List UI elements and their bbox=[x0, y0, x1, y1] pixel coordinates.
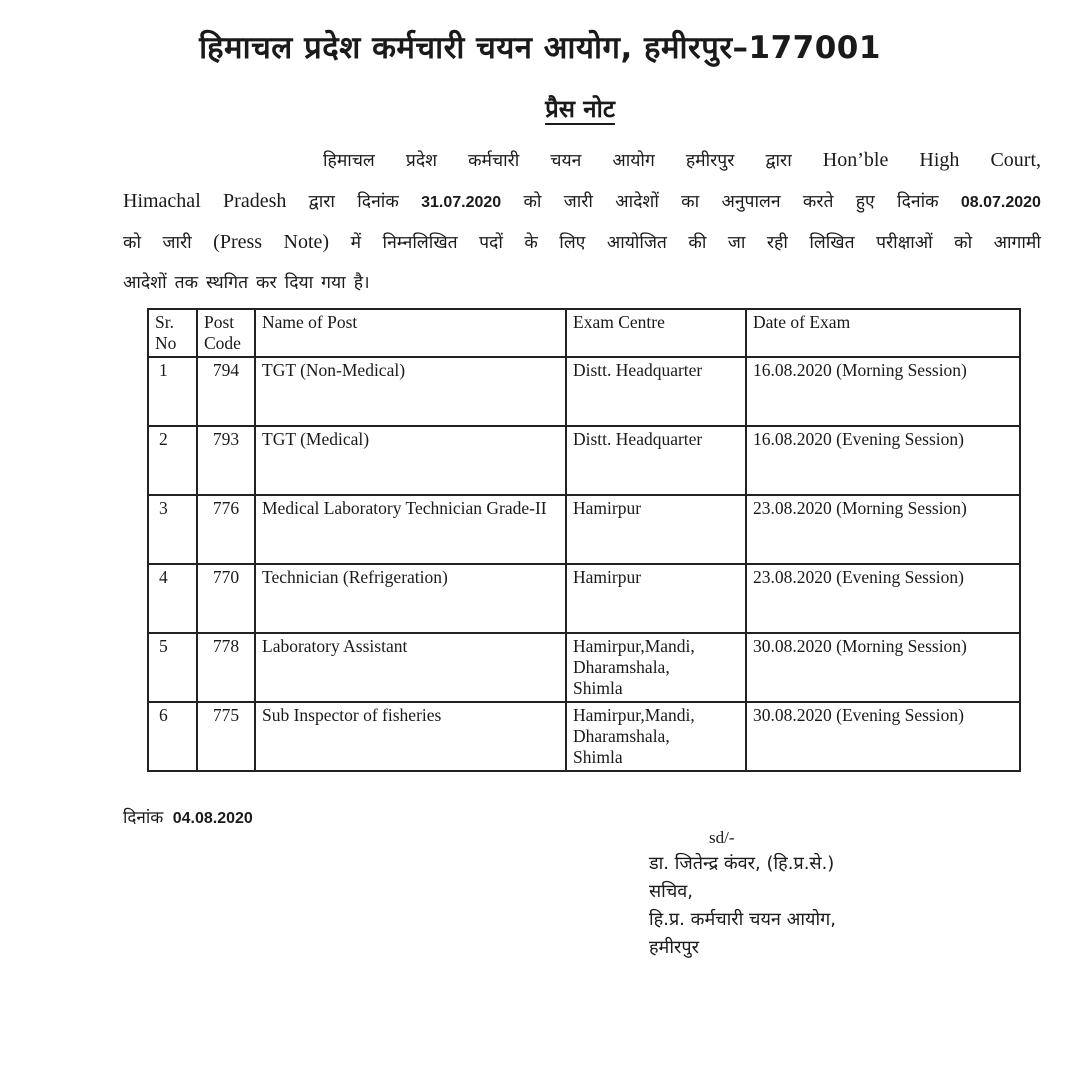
cell-name-of-post: TGT (Medical) bbox=[255, 426, 566, 495]
cell-exam-centre bbox=[566, 633, 746, 702]
cell-name-of-post: Technician (Refrigeration) bbox=[255, 564, 566, 633]
exam-centre-line: Hamirpur bbox=[573, 567, 642, 587]
issue-date bbox=[123, 805, 253, 828]
header-date-of-exam: Date of Exam bbox=[746, 309, 1020, 357]
cell-sr-no: 2 bbox=[148, 426, 197, 495]
paragraph-word: गया bbox=[321, 273, 346, 293]
paragraph-word: की bbox=[688, 233, 707, 253]
paragraph-word: आदेशों bbox=[123, 273, 167, 293]
paragraph-word: आगामी bbox=[993, 233, 1041, 253]
paragraph-word: चयन bbox=[550, 151, 582, 171]
paragraph-word: Hon’ble bbox=[822, 149, 889, 171]
cell-date-of-exam: 16.08.2020 (Morning Session) bbox=[746, 357, 1020, 426]
exam-centre-line: Hamirpur,Mandi, bbox=[573, 705, 695, 725]
body-paragraph-line-3 bbox=[123, 230, 1041, 254]
header-name-of-post: Name of Post bbox=[255, 309, 566, 357]
exam-centre-line: Distt. Headquarter bbox=[573, 360, 703, 380]
cell-exam-centre bbox=[566, 495, 746, 564]
cell-exam-centre bbox=[566, 357, 746, 426]
header-post-code: Post Code bbox=[197, 309, 255, 357]
paragraph-word: पदों bbox=[479, 233, 503, 253]
signatory-place: हमीरपुर bbox=[649, 937, 699, 958]
exam-schedule-table bbox=[147, 308, 1021, 772]
page-title: हिमाचल प्रदेश कर्मचारी चयन आयोग, हमीरपुर–177001 bbox=[199, 30, 881, 66]
header-sr-no: Sr. No bbox=[148, 309, 197, 357]
paragraph-word: Court, bbox=[990, 149, 1041, 171]
paragraph-word: स्थगित bbox=[206, 273, 249, 293]
paragraph-word: द्वारा bbox=[765, 151, 792, 171]
cell-date-of-exam: 16.08.2020 (Evening Session) bbox=[746, 426, 1020, 495]
table-row bbox=[148, 357, 1020, 426]
paragraph-word: रही bbox=[766, 233, 788, 253]
paragraph-word: निम्नलिखित bbox=[382, 233, 458, 253]
cell-post-code: 770 bbox=[197, 564, 255, 633]
signatory-name: डा. जितेन्द्र कंवर, (हि.प्र.से.) bbox=[649, 853, 835, 874]
paragraph-word: (Press bbox=[213, 231, 263, 253]
table-header-row bbox=[148, 309, 1020, 357]
cell-name-of-post: TGT (Non-Medical) bbox=[255, 357, 566, 426]
table-row bbox=[148, 702, 1020, 771]
signature-sd: sd/- bbox=[709, 828, 735, 847]
date-value: 04.08.2020 bbox=[172, 810, 253, 827]
paragraph-word: लिए bbox=[559, 233, 586, 253]
cell-sr-no: 4 bbox=[148, 564, 197, 633]
cell-name-of-post: Medical Laboratory Technician Grade-II bbox=[255, 495, 566, 564]
paragraph-word: परीक्षाओं bbox=[876, 233, 933, 253]
cell-sr-no: 1 bbox=[148, 357, 197, 426]
exam-centre-line: Shimla bbox=[573, 747, 623, 767]
signature-block bbox=[649, 826, 836, 962]
paragraph-word: 08.07.2020 bbox=[960, 194, 1041, 211]
paragraph-word: के bbox=[524, 233, 538, 253]
date-label: दिनांक bbox=[123, 808, 164, 828]
paragraph-word: हिमाचल bbox=[323, 151, 375, 171]
body-paragraph-line-4 bbox=[123, 270, 1041, 294]
cell-exam-centre bbox=[566, 564, 746, 633]
header-exam-centre: Exam Centre bbox=[566, 309, 746, 357]
paragraph-word: हमीरपुर bbox=[685, 151, 735, 171]
cell-post-code: 794 bbox=[197, 357, 255, 426]
paragraph-word: जा bbox=[727, 233, 746, 253]
paragraph-word: प्रदेश bbox=[405, 151, 438, 171]
paragraph-word: करते bbox=[802, 192, 834, 212]
paragraph-word: 31.07.2020 bbox=[421, 194, 502, 211]
paragraph-word: कर्मचारी bbox=[468, 151, 520, 171]
exam-centre-line: Dharamshala, bbox=[573, 726, 670, 746]
table-row bbox=[148, 633, 1020, 702]
press-note-heading bbox=[0, 92, 1080, 125]
paragraph-word: आदेशों bbox=[615, 192, 659, 212]
paragraph-word: अनुपालन bbox=[721, 192, 781, 212]
paragraph-word: कर bbox=[256, 273, 277, 293]
paragraph-word: आयोजित bbox=[606, 233, 667, 253]
signatory-designation: सचिव, bbox=[649, 881, 693, 902]
paragraph-word: Himachal bbox=[123, 190, 201, 212]
cell-exam-centre bbox=[566, 702, 746, 771]
cell-date-of-exam: 23.08.2020 (Morning Session) bbox=[746, 495, 1020, 564]
paragraph-word: दिया bbox=[284, 273, 314, 293]
paragraph-word: में bbox=[350, 233, 362, 253]
cell-name-of-post: Sub Inspector of fisheries bbox=[255, 702, 566, 771]
paragraph-word: तक bbox=[174, 273, 199, 293]
cell-post-code: 776 bbox=[197, 495, 255, 564]
paragraph-word: है। bbox=[353, 273, 370, 293]
cell-sr-no: 3 bbox=[148, 495, 197, 564]
signatory-office: हि.प्र. कर्मचारी चयन आयोग, bbox=[649, 909, 836, 930]
paragraph-word: हुए bbox=[855, 192, 875, 212]
paragraph-word: लिखित bbox=[809, 233, 855, 253]
paragraph-word: दिनांक bbox=[897, 192, 939, 212]
table-row bbox=[148, 564, 1020, 633]
paragraph-word: को bbox=[954, 233, 973, 253]
exam-centre-line: Shimla bbox=[573, 678, 623, 698]
exam-centre-line: Hamirpur bbox=[573, 498, 642, 518]
body-paragraph-line-1 bbox=[323, 148, 1041, 172]
paragraph-word: का bbox=[681, 192, 700, 212]
cell-post-code: 778 bbox=[197, 633, 255, 702]
paragraph-word: जारी bbox=[162, 233, 192, 253]
cell-post-code: 793 bbox=[197, 426, 255, 495]
cell-date-of-exam: 30.08.2020 (Morning Session) bbox=[746, 633, 1020, 702]
exam-centre-line: Hamirpur,Mandi, bbox=[573, 636, 695, 656]
paragraph-word: Pradesh bbox=[223, 190, 287, 212]
paragraph-word: Note) bbox=[283, 231, 330, 253]
cell-sr-no: 6 bbox=[148, 702, 197, 771]
cell-date-of-exam: 30.08.2020 (Evening Session) bbox=[746, 702, 1020, 771]
cell-name-of-post: Laboratory Assistant bbox=[255, 633, 566, 702]
cell-date-of-exam: 23.08.2020 (Evening Session) bbox=[746, 564, 1020, 633]
press-note-heading-text: प्रैस नोट bbox=[545, 95, 615, 123]
paragraph-word: द्वारा bbox=[308, 192, 335, 212]
body-paragraph-line-2 bbox=[123, 189, 1041, 213]
exam-centre-line: Dharamshala, bbox=[573, 657, 670, 677]
paragraph-word: को bbox=[123, 233, 141, 253]
table-row bbox=[148, 426, 1020, 495]
paragraph-word: जारी bbox=[563, 192, 593, 212]
paragraph-word: आयोग bbox=[612, 151, 655, 171]
exam-centre-line: Distt. Headquarter bbox=[573, 429, 703, 449]
cell-sr-no: 5 bbox=[148, 633, 197, 702]
paragraph-word: को bbox=[523, 192, 542, 212]
cell-exam-centre bbox=[566, 426, 746, 495]
table-row bbox=[148, 495, 1020, 564]
cell-post-code: 775 bbox=[197, 702, 255, 771]
paragraph-word: दिनांक bbox=[357, 192, 399, 212]
paragraph-word: High bbox=[919, 149, 960, 171]
